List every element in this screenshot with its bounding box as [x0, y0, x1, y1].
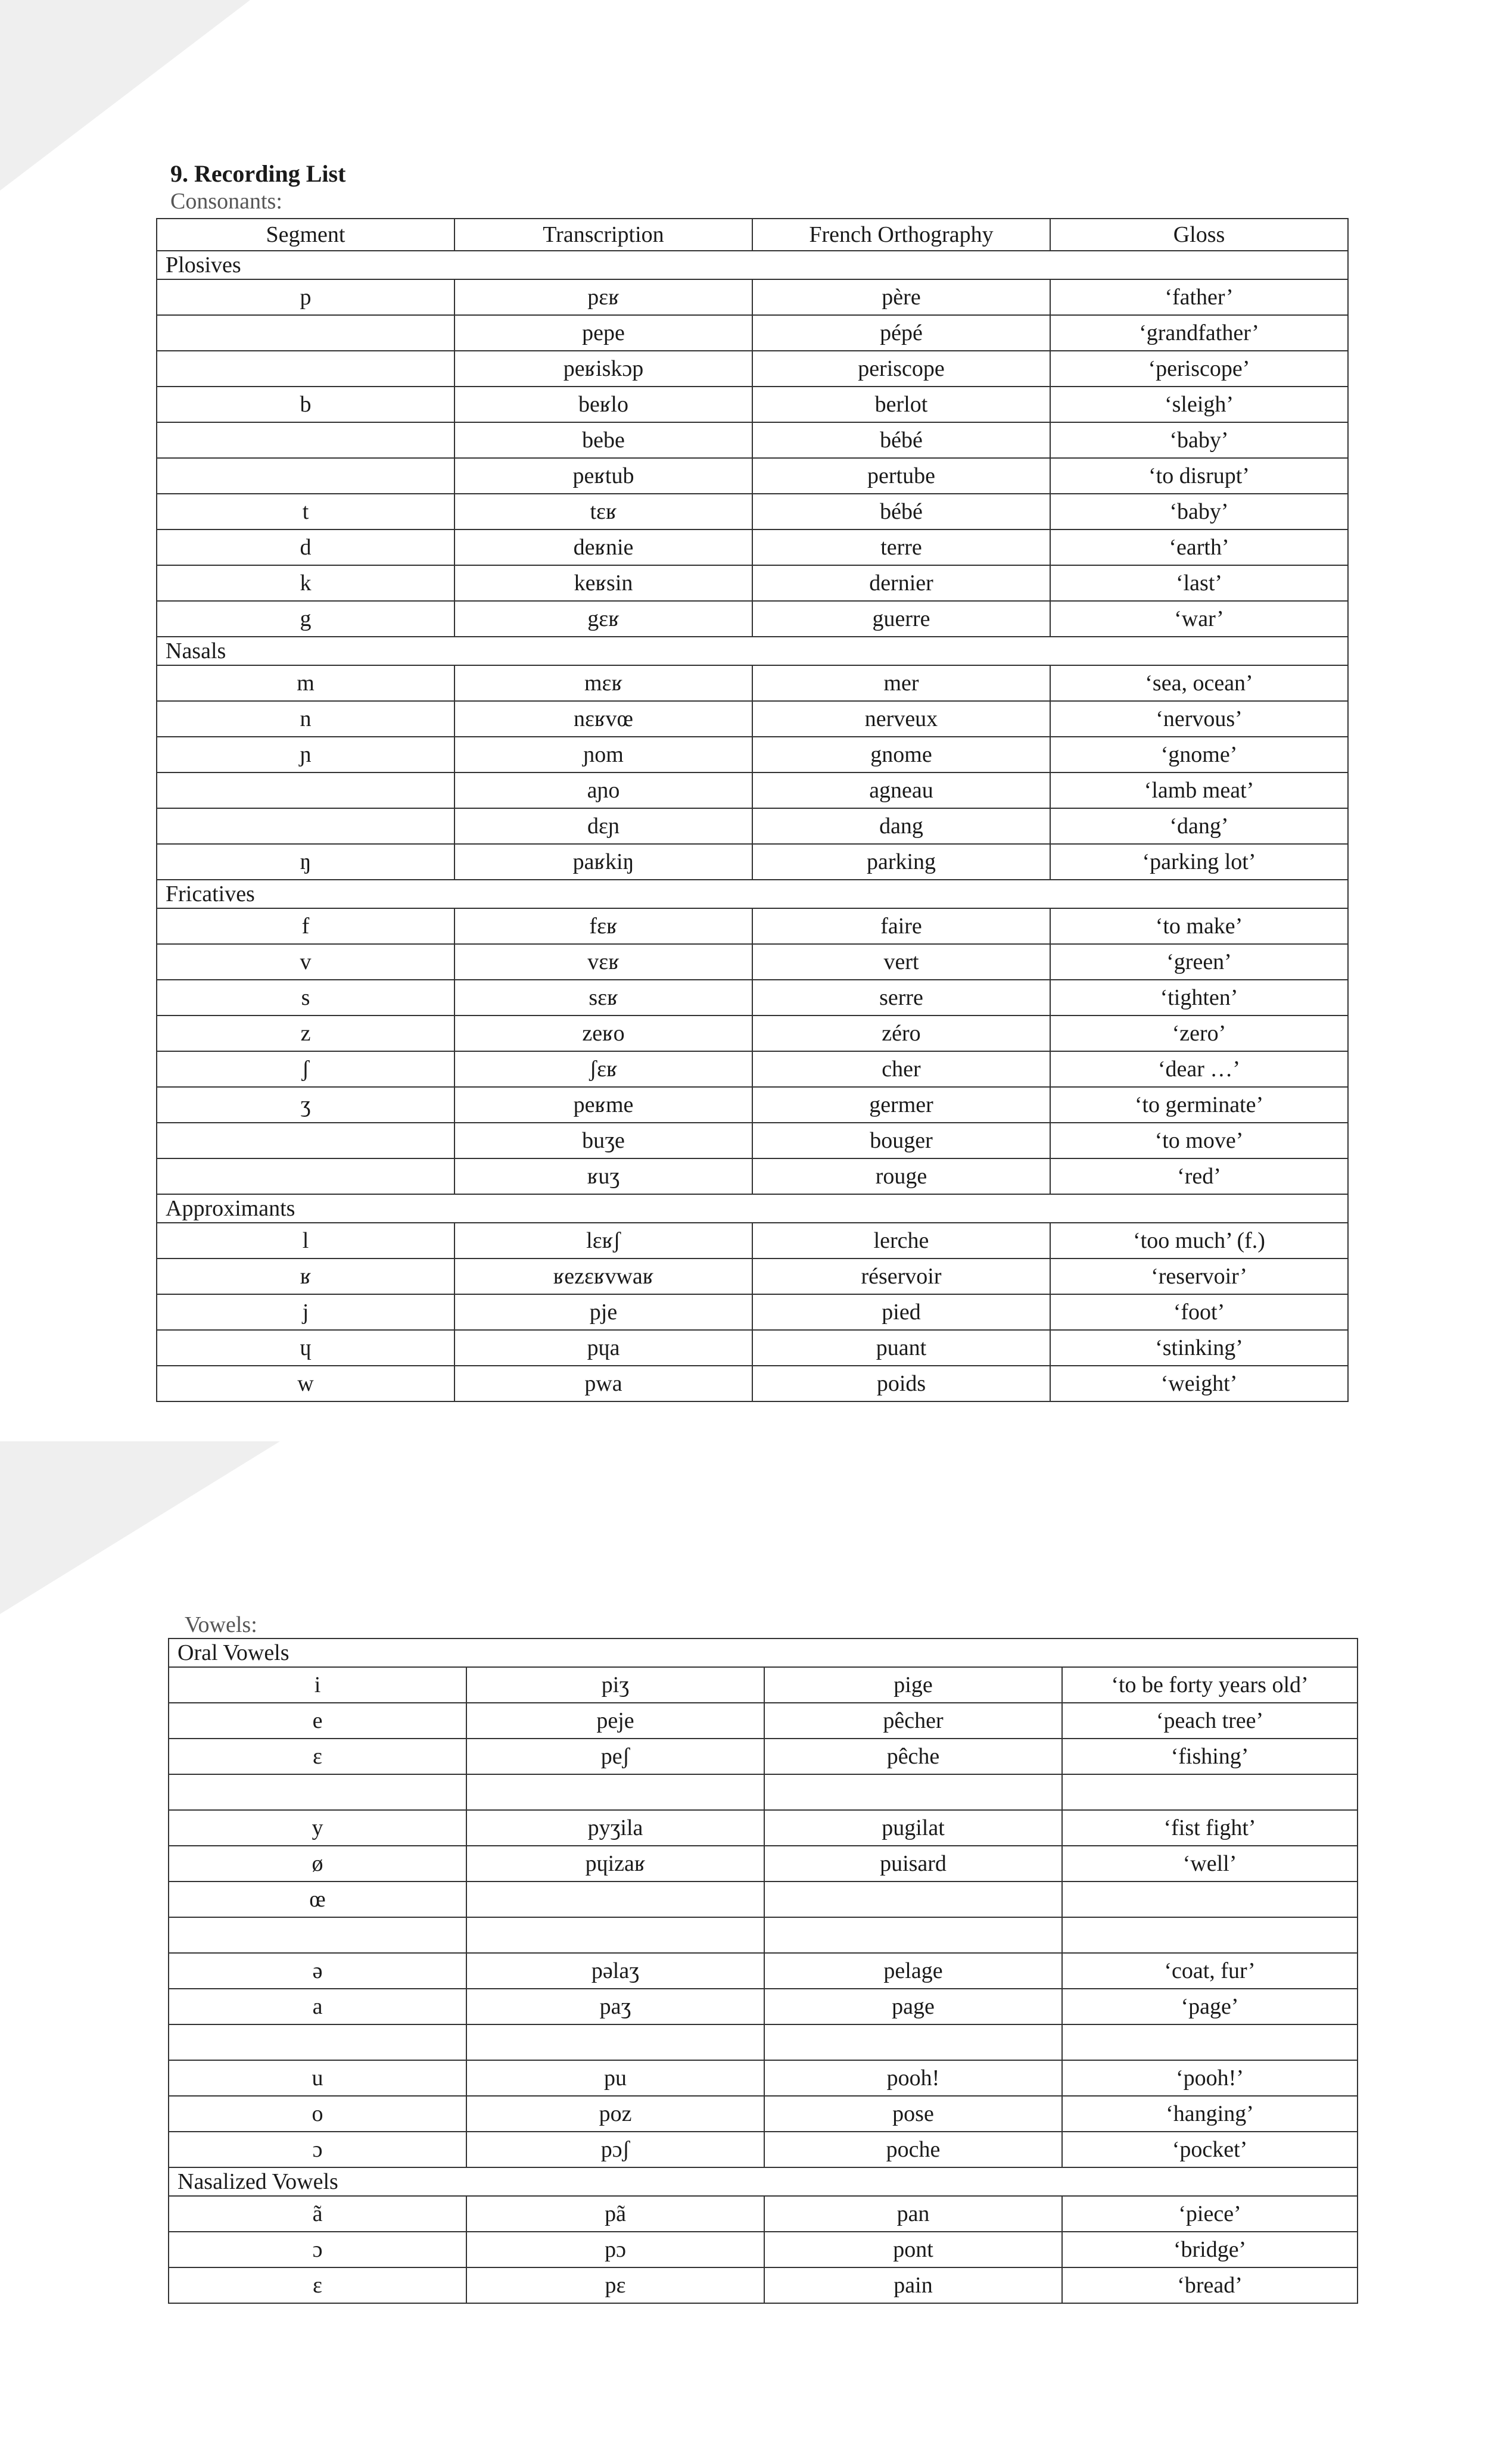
- cell-gloss: ‘page’: [1062, 1989, 1358, 2024]
- cell-transcription: ɲom: [454, 737, 752, 772]
- cell-orthography: pertube: [752, 458, 1050, 494]
- cell-segment: t: [157, 494, 454, 529]
- cell-transcription: keʁsin: [454, 565, 752, 601]
- cell-gloss: ‘grandfather’: [1050, 315, 1348, 351]
- cell-gloss: ‘foot’: [1050, 1294, 1348, 1330]
- table-row: [157, 1294, 1348, 1330]
- cell-gloss: ‘to make’: [1050, 908, 1348, 944]
- table-row: [157, 1330, 1348, 1366]
- cell-orthography: guerre: [752, 601, 1050, 637]
- cell-orthography: germer: [752, 1087, 1050, 1123]
- cell-orthography: [764, 1774, 1062, 1810]
- cell-transcription: [466, 1917, 764, 1953]
- cell-segment: n: [157, 701, 454, 737]
- consonants-table-body: [157, 251, 1348, 1401]
- cell-transcription: pwa: [454, 1366, 752, 1401]
- cell-segment: a: [169, 1989, 466, 2024]
- group-label: Fricatives: [157, 880, 1348, 908]
- cell-segment: ɛ: [169, 2267, 466, 2303]
- cell-gloss: ‘nervous’: [1050, 701, 1348, 737]
- cell-transcription: peʁme: [454, 1087, 752, 1123]
- cell-transcription: [466, 1882, 764, 1917]
- cell-orthography: puisard: [764, 1846, 1062, 1882]
- cell-orthography: faire: [752, 908, 1050, 944]
- cell-gloss: ‘to germinate’: [1050, 1087, 1348, 1123]
- cell-transcription: pɥizaʁ: [466, 1846, 764, 1882]
- cell-segment: e: [169, 1703, 466, 1739]
- table-row: [157, 665, 1348, 701]
- group-row: [157, 637, 1348, 665]
- cell-transcription: piʒ: [466, 1667, 764, 1703]
- cell-orthography: pied: [752, 1294, 1050, 1330]
- cell-orthography: poche: [764, 2132, 1062, 2167]
- group-row: [157, 1194, 1348, 1223]
- cell-gloss: [1062, 2024, 1358, 2060]
- cell-segment: o: [169, 2096, 466, 2132]
- cell-transcription: pɔʃ: [466, 2132, 764, 2167]
- group-row: [157, 880, 1348, 908]
- cell-orthography: vert: [752, 944, 1050, 980]
- cell-gloss: ‘well’: [1062, 1846, 1358, 1882]
- cell-gloss: ‘hanging’: [1062, 2096, 1358, 2132]
- cell-segment: [157, 772, 454, 808]
- column-header-gloss: Gloss: [1050, 219, 1348, 251]
- cell-orthography: pépé: [752, 315, 1050, 351]
- cell-transcription: [466, 1774, 764, 1810]
- table-row: [169, 2267, 1358, 2303]
- cell-orthography: pêcher: [764, 1703, 1062, 1739]
- cell-transcription: tɛʁ: [454, 494, 752, 529]
- cell-orthography: poids: [752, 1366, 1050, 1401]
- scan-fold-shadow: [0, 1441, 280, 1614]
- cell-gloss: ‘dang’: [1050, 808, 1348, 844]
- cell-gloss: ‘piece’: [1062, 2196, 1358, 2232]
- group-row: [169, 1638, 1358, 1667]
- cell-gloss: ‘lamb meat’: [1050, 772, 1348, 808]
- cell-transcription: mɛʁ: [454, 665, 752, 701]
- cell-segment: v: [157, 944, 454, 980]
- cell-orthography: dernier: [752, 565, 1050, 601]
- cell-segment: m: [157, 665, 454, 701]
- cell-segment: œ: [169, 1882, 466, 1917]
- cell-segment: ɥ: [157, 1330, 454, 1366]
- cell-segment: [169, 2024, 466, 2060]
- cell-gloss: ‘red’: [1050, 1158, 1348, 1194]
- cell-transcription: bebe: [454, 422, 752, 458]
- cell-gloss: ‘coat, fur’: [1062, 1953, 1358, 1989]
- cell-segment: y: [169, 1810, 466, 1846]
- cell-gloss: ‘earth’: [1050, 529, 1348, 565]
- cell-gloss: ‘dear …’: [1050, 1051, 1348, 1087]
- table-row: [157, 1223, 1348, 1259]
- vowels-label: Vowels:: [185, 1612, 257, 1637]
- cell-segment: ŋ: [157, 844, 454, 880]
- cell-segment: j: [157, 1294, 454, 1330]
- table-row: [169, 1989, 1358, 2024]
- cell-orthography: [764, 1882, 1062, 1917]
- cell-gloss: ‘sea, ocean’: [1050, 665, 1348, 701]
- cell-gloss: [1062, 1882, 1358, 1917]
- section-heading: [170, 160, 345, 188]
- table-row: [157, 458, 1348, 494]
- cell-transcription: pu: [466, 2060, 764, 2096]
- table-row: [157, 279, 1348, 315]
- table-row: [169, 1882, 1358, 1917]
- cell-orthography: periscope: [752, 351, 1050, 387]
- cell-gloss: ‘bridge’: [1062, 2232, 1358, 2267]
- cell-orthography: zéro: [752, 1015, 1050, 1051]
- cell-orthography: réservoir: [752, 1259, 1050, 1294]
- cell-orthography: bébé: [752, 494, 1050, 529]
- cell-segment: i: [169, 1667, 466, 1703]
- table-row: [169, 1667, 1358, 1703]
- cell-transcription: dɛɲ: [454, 808, 752, 844]
- cell-gloss: ‘to move’: [1050, 1123, 1348, 1158]
- table-row: [157, 601, 1348, 637]
- cell-transcription: poz: [466, 2096, 764, 2132]
- table-row: [169, 1953, 1358, 1989]
- table-row: [169, 1774, 1358, 1810]
- table-row: [157, 1158, 1348, 1194]
- cell-gloss: ‘too much’ (f.): [1050, 1223, 1348, 1259]
- table-row: [157, 701, 1348, 737]
- cell-orthography: puant: [752, 1330, 1050, 1366]
- table-row: [169, 2132, 1358, 2167]
- cell-orthography: pelage: [764, 1953, 1062, 1989]
- table-row: [157, 808, 1348, 844]
- cell-orthography: mer: [752, 665, 1050, 701]
- cell-orthography: bébé: [752, 422, 1050, 458]
- cell-segment: ø: [169, 1846, 466, 1882]
- cell-segment: s: [157, 980, 454, 1015]
- cell-gloss: ‘fist fight’: [1062, 1810, 1358, 1846]
- cell-gloss: ‘last’: [1050, 565, 1348, 601]
- cell-transcription: ʃɛʁ: [454, 1051, 752, 1087]
- column-header-orthography: French Orthography: [752, 219, 1050, 251]
- cell-orthography: berlot: [752, 387, 1050, 422]
- cell-gloss: ‘peach tree’: [1062, 1703, 1358, 1739]
- group-label: Nasals: [157, 637, 1348, 665]
- cell-orthography: lerche: [752, 1223, 1050, 1259]
- cell-transcription: ʁuʒ: [454, 1158, 752, 1194]
- table-row: [169, 1739, 1358, 1774]
- cell-segment: ɔ: [169, 2232, 466, 2267]
- cell-segment: ʒ: [157, 1087, 454, 1123]
- cell-orthography: serre: [752, 980, 1050, 1015]
- cell-transcription: sɛʁ: [454, 980, 752, 1015]
- cell-segment: l: [157, 1223, 454, 1259]
- cell-transcription: gɛʁ: [454, 601, 752, 637]
- cell-gloss: ‘parking lot’: [1050, 844, 1348, 880]
- cell-gloss: ‘to be forty years old’: [1062, 1667, 1358, 1703]
- cell-transcription: peje: [466, 1703, 764, 1739]
- cell-orthography: pose: [764, 2096, 1062, 2132]
- cell-segment: u: [169, 2060, 466, 2096]
- group-label: Plosives: [157, 251, 1348, 279]
- cell-transcription: buʒe: [454, 1123, 752, 1158]
- cell-transcription: vɛʁ: [454, 944, 752, 980]
- cell-gloss: ‘green’: [1050, 944, 1348, 980]
- table-row: [157, 1259, 1348, 1294]
- table-row: [157, 1015, 1348, 1051]
- group-row: [157, 251, 1348, 279]
- cell-orthography: pige: [764, 1667, 1062, 1703]
- table-row: [157, 737, 1348, 772]
- cell-orthography: agneau: [752, 772, 1050, 808]
- table-row: [157, 980, 1348, 1015]
- table-row: [157, 944, 1348, 980]
- cell-segment: k: [157, 565, 454, 601]
- table-row: [157, 422, 1348, 458]
- cell-orthography: père: [752, 279, 1050, 315]
- cell-orthography: pont: [764, 2232, 1062, 2267]
- cell-transcription: fɛʁ: [454, 908, 752, 944]
- table-row: [169, 2024, 1358, 2060]
- cell-gloss: [1062, 1917, 1358, 1953]
- cell-orthography: cher: [752, 1051, 1050, 1087]
- cell-transcription: ʁezɛʁvwaʁ: [454, 1259, 752, 1294]
- cell-orthography: terre: [752, 529, 1050, 565]
- cell-segment: ɔ: [169, 2132, 466, 2167]
- cell-transcription: zeʁo: [454, 1015, 752, 1051]
- cell-gloss: ‘war’: [1050, 601, 1348, 637]
- cell-orthography: pain: [764, 2267, 1062, 2303]
- table-header-row: [157, 219, 1348, 251]
- cell-transcription: paʒ: [466, 1989, 764, 2024]
- cell-gloss: [1062, 1774, 1358, 1810]
- cell-segment: p: [157, 279, 454, 315]
- cell-gloss: ‘pooh!’: [1062, 2060, 1358, 2096]
- cell-segment: [169, 1917, 466, 1953]
- cell-gloss: ‘to disrupt’: [1050, 458, 1348, 494]
- cell-orthography: bouger: [752, 1123, 1050, 1158]
- cell-transcription: pəlaʒ: [466, 1953, 764, 1989]
- cell-segment: f: [157, 908, 454, 944]
- cell-segment: ə: [169, 1953, 466, 1989]
- table-row: [157, 565, 1348, 601]
- cell-orthography: pugilat: [764, 1810, 1062, 1846]
- cell-segment: [157, 1123, 454, 1158]
- cell-transcription: peʁiskɔp: [454, 351, 752, 387]
- table-row: [169, 2232, 1358, 2267]
- group-row: [169, 2167, 1358, 2196]
- cell-transcription: beʁlo: [454, 387, 752, 422]
- table-row: [157, 908, 1348, 944]
- cell-gloss: ‘pocket’: [1062, 2132, 1358, 2167]
- vowels-table: [168, 1638, 1358, 2304]
- cell-gloss: ‘baby’: [1050, 494, 1348, 529]
- table-row: [157, 1366, 1348, 1401]
- cell-segment: ʁ: [157, 1259, 454, 1294]
- cell-gloss: ‘weight’: [1050, 1366, 1348, 1401]
- cell-segment: [157, 315, 454, 351]
- vowels-table-body: [169, 1638, 1358, 2303]
- cell-gloss: ‘zero’: [1050, 1015, 1348, 1051]
- cell-orthography: gnome: [752, 737, 1050, 772]
- consonants-table: [156, 218, 1349, 1402]
- cell-gloss: ‘sleigh’: [1050, 387, 1348, 422]
- cell-segment: w: [157, 1366, 454, 1401]
- group-label: Approximants: [157, 1194, 1348, 1223]
- cell-transcription: pɥa: [454, 1330, 752, 1366]
- group-label: Oral Vowels: [169, 1638, 1358, 1667]
- cell-segment: b: [157, 387, 454, 422]
- cell-transcription: paʁkiŋ: [454, 844, 752, 880]
- cell-segment: [157, 1158, 454, 1194]
- cell-transcription: pɛ: [466, 2267, 764, 2303]
- cell-segment: ã: [169, 2196, 466, 2232]
- table-row: [157, 351, 1348, 387]
- cell-transcription: pyʒila: [466, 1810, 764, 1846]
- cell-orthography: pêche: [764, 1739, 1062, 1774]
- cell-orthography: dang: [752, 808, 1050, 844]
- cell-gloss: ‘reservoir’: [1050, 1259, 1348, 1294]
- cell-segment: ʃ: [157, 1051, 454, 1087]
- cell-orthography: pooh!: [764, 2060, 1062, 2096]
- consonants-label: Consonants:: [170, 189, 282, 214]
- table-row: [157, 772, 1348, 808]
- cell-transcription: pepe: [454, 315, 752, 351]
- cell-gloss: ‘baby’: [1050, 422, 1348, 458]
- cell-transcription: peʃ: [466, 1739, 764, 1774]
- cell-orthography: parking: [752, 844, 1050, 880]
- cell-gloss: ‘stinking’: [1050, 1330, 1348, 1366]
- section-title: Recording List: [194, 160, 346, 187]
- cell-transcription: lɛʁʃ: [454, 1223, 752, 1259]
- table-row: [169, 2096, 1358, 2132]
- cell-segment: [157, 458, 454, 494]
- cell-segment: [157, 808, 454, 844]
- cell-segment: [169, 1774, 466, 1810]
- cell-orthography: [764, 1917, 1062, 1953]
- table-row: [157, 315, 1348, 351]
- cell-orthography: [764, 2024, 1062, 2060]
- table-row: [157, 1123, 1348, 1158]
- cell-segment: ɛ: [169, 1739, 466, 1774]
- table-row: [169, 2060, 1358, 2096]
- table-row: [157, 494, 1348, 529]
- cell-gloss: ‘gnome’: [1050, 737, 1348, 772]
- cell-gloss: ‘fishing’: [1062, 1739, 1358, 1774]
- cell-gloss: ‘bread’: [1062, 2267, 1358, 2303]
- table-row: [169, 1810, 1358, 1846]
- cell-transcription: [466, 2024, 764, 2060]
- table-row: [169, 1846, 1358, 1882]
- cell-orthography: page: [764, 1989, 1062, 2024]
- cell-gloss: ‘periscope’: [1050, 351, 1348, 387]
- group-label: Nasalized Vowels: [169, 2167, 1358, 2196]
- cell-transcription: pje: [454, 1294, 752, 1330]
- cell-transcription: nɛʁvœ: [454, 701, 752, 737]
- cell-transcription: pã: [466, 2196, 764, 2232]
- cell-segment: d: [157, 529, 454, 565]
- column-header-transcription: Transcription: [454, 219, 752, 251]
- table-row: [157, 1087, 1348, 1123]
- table-row: [157, 387, 1348, 422]
- cell-orthography: nerveux: [752, 701, 1050, 737]
- table-row: [169, 2196, 1358, 2232]
- cell-segment: [157, 351, 454, 387]
- cell-gloss: ‘tighten’: [1050, 980, 1348, 1015]
- cell-segment: ɲ: [157, 737, 454, 772]
- cell-transcription: peʁtub: [454, 458, 752, 494]
- cell-transcription: deʁnie: [454, 529, 752, 565]
- section-number: 9.: [170, 160, 188, 187]
- cell-orthography: pan: [764, 2196, 1062, 2232]
- cell-segment: z: [157, 1015, 454, 1051]
- cell-segment: [157, 422, 454, 458]
- table-row: [169, 1703, 1358, 1739]
- cell-gloss: ‘father’: [1050, 279, 1348, 315]
- column-header-segment: Segment: [157, 219, 454, 251]
- table-row: [157, 1051, 1348, 1087]
- table-row: [157, 844, 1348, 880]
- table-row: [169, 1917, 1358, 1953]
- cell-transcription: pɔ: [466, 2232, 764, 2267]
- cell-segment: g: [157, 601, 454, 637]
- cell-transcription: aɲo: [454, 772, 752, 808]
- cell-transcription: pɛʁ: [454, 279, 752, 315]
- table-row: [157, 529, 1348, 565]
- cell-orthography: rouge: [752, 1158, 1050, 1194]
